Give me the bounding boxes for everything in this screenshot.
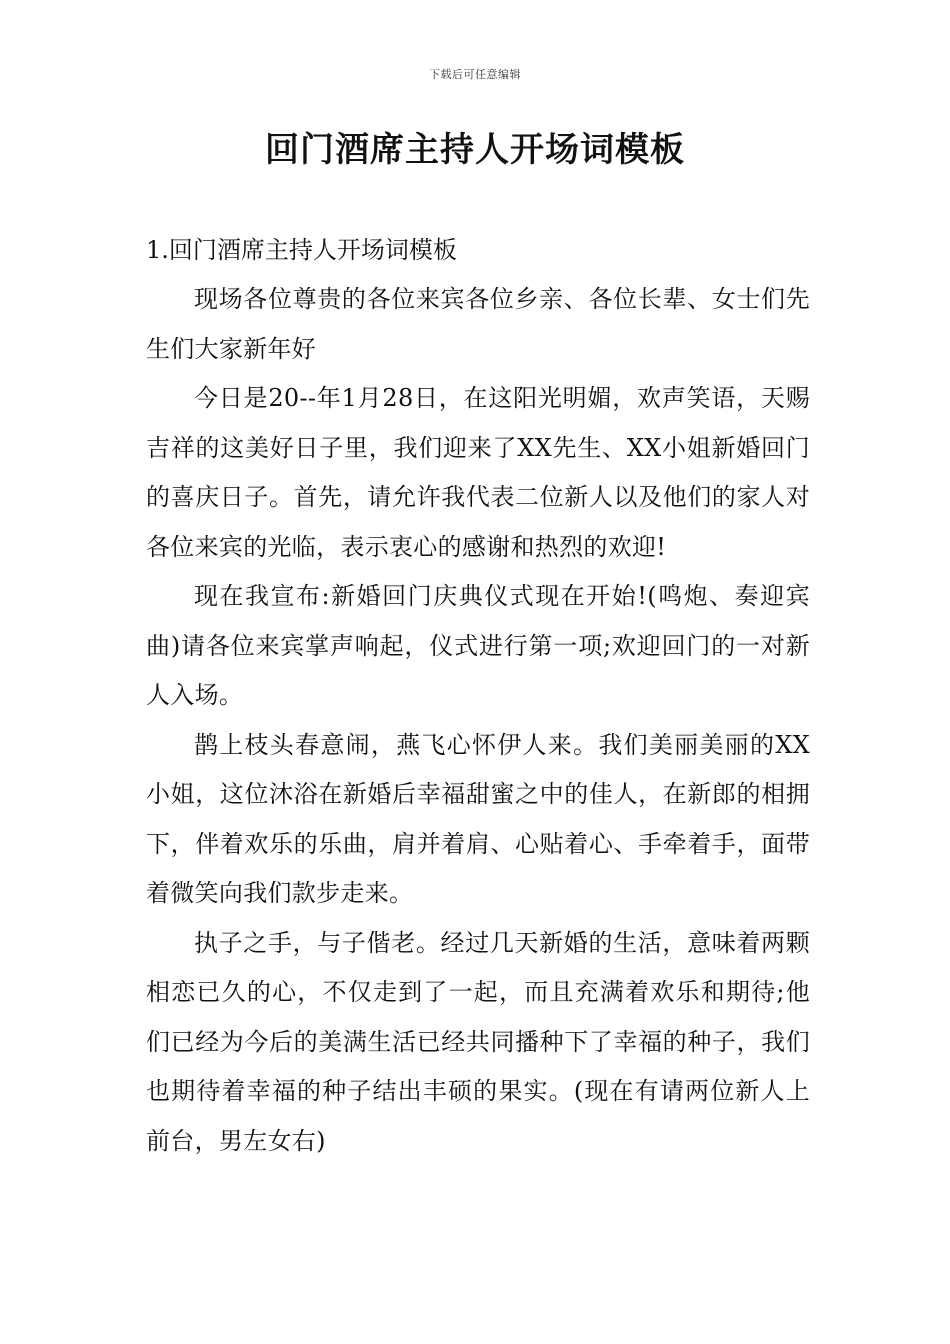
- paragraph-greeting: 现场各位尊贵的各位来宾各位乡亲、各位长辈、女士们先生们大家新年好: [146, 285, 810, 363]
- document-title: 回门酒席主持人开场词模板: [265, 130, 685, 170]
- paragraph-bride-entrance: 鹊上枝头春意闹，燕飞心怀伊人来。我们美丽美丽的XX小姐，这位沐浴在新婚后幸福甜蜜之中的佳人，在新郎的相拥下，伴着欢乐的乐曲，肩并着肩、心贴着心、手牵着手，面带着微笑向我们款步走来。: [146, 730, 810, 907]
- paragraph-date-welcome: 今日是20--年1月28日，在这阳光明媚，欢声笑语，天赐吉祥的这美好日子里，我们迎来了XX先生、XX小姐新婚回门的喜庆日子。首先，请允许我代表二位新人以及他们的家人对各位来宾的光临，表示衷心的感谢和热烈的欢迎!: [146, 384, 810, 561]
- section-heading: 1.回门酒席主持人开场词模板: [146, 236, 457, 264]
- document-body: [146, 226, 810, 1166]
- paragraph-wishes: 执子之手，与子偕老。经过几天新婚的生活，意味着两颗相恋已久的心，不仅走到了一起，而且充满着欢乐和期待;他们已经为今后的美满生活已经共同播种下了幸福的种子，我们也期待着幸福的种子结出丰硕的果实。(现在有请两位新人上前台，男左女右): [146, 928, 810, 1155]
- header-note: 下载后可任意编辑: [429, 68, 521, 81]
- paragraph-ceremony-start: 现在我宣布:新婚回门庆典仪式现在开始!(鸣炮、奏迎宾曲)请各位来宾掌声响起，仪式进行第一项;欢迎回门的一对新人入场。: [146, 582, 810, 709]
